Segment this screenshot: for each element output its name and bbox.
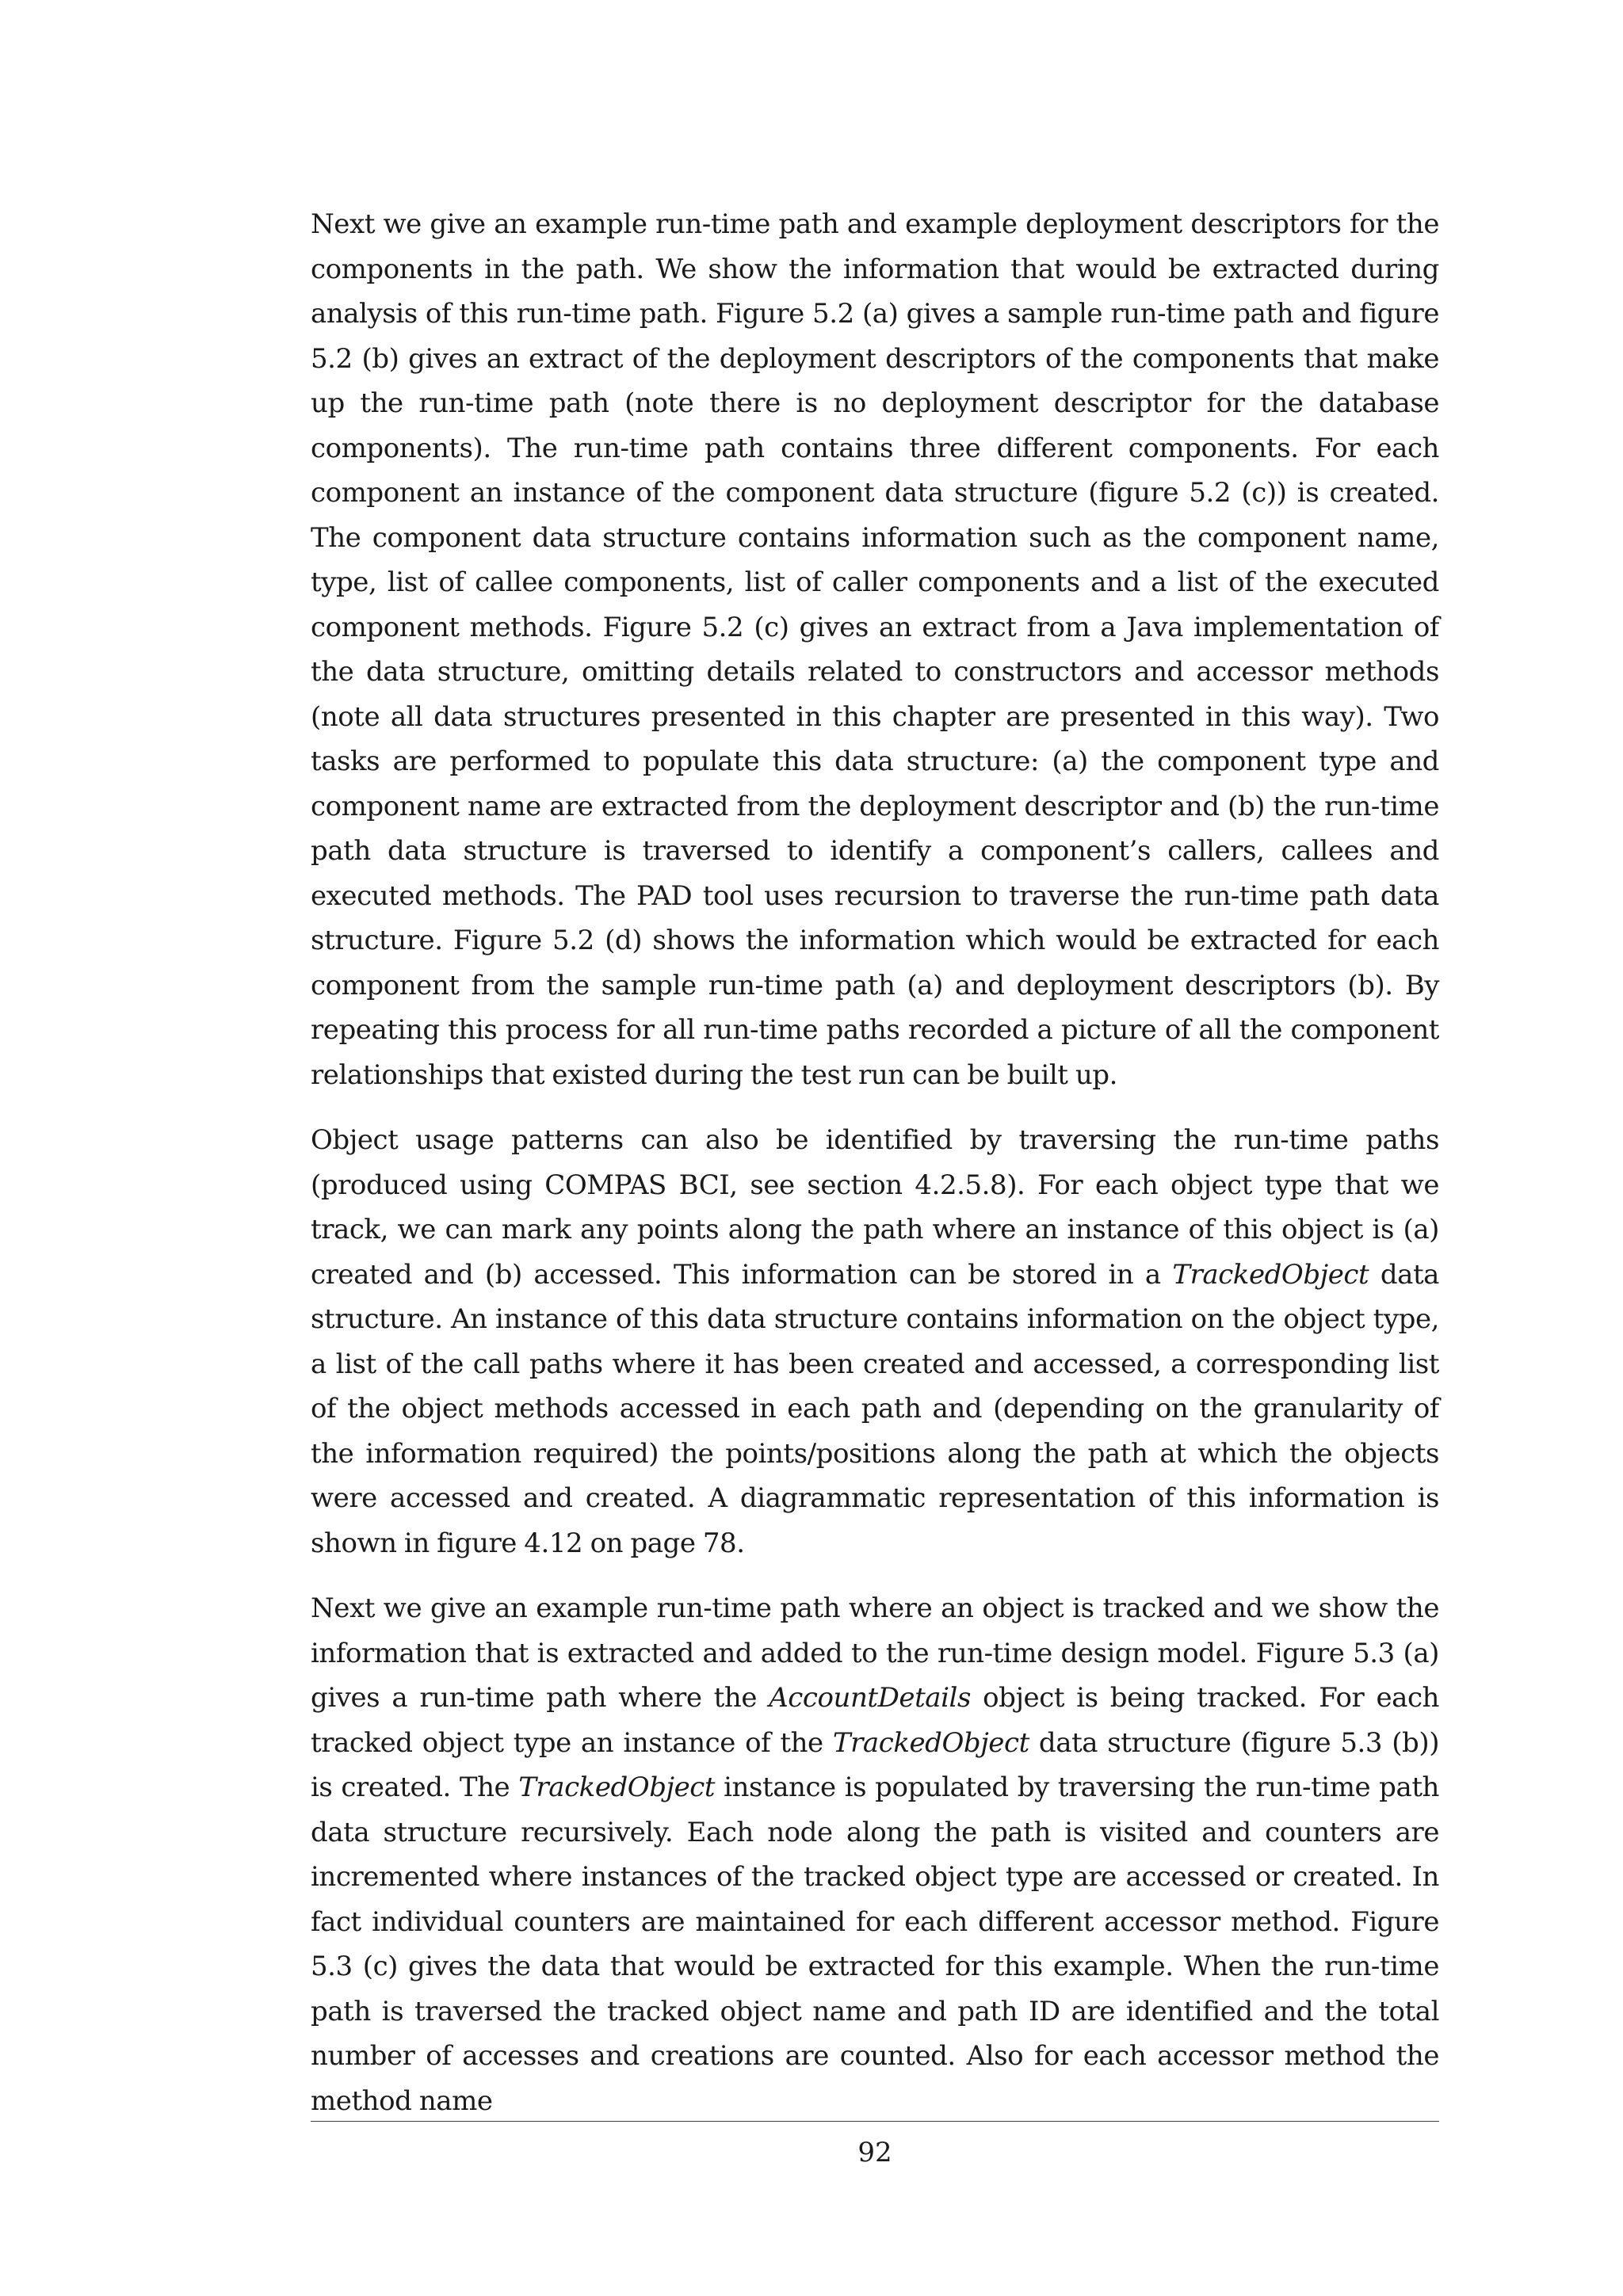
italic-term: TrackedObject <box>1172 1258 1369 1291</box>
text-run: object is being tracked. For each tracked object type an instance of the <box>311 1682 1440 1759</box>
body-text <box>311 202 1439 2144</box>
paragraph-object-usage <box>311 1118 1439 1566</box>
italic-term: TrackedObject <box>832 1726 1029 1759</box>
text-run: Next we give an example run-time path where an object is tracked and we show the information that is extracted and added to the run-time design model. Figure 5.3 (a) gives a run-time path where the <box>311 1592 1439 1714</box>
text-run: instance is populated by traversing the run-time path data structure recursively. Each node along the path is visited and counters are incremented where instances of the tracked object type are accessed or created. In fact individual counters are maintained for each different accessor method. Figure 5.3 (c) gives the data that would be extracted for this example. When the run-time path is traversed the tracked object name and path ID are identified and the total number of accesses and creations are counted. Also for each accessor method the method name <box>311 1772 1439 2117</box>
text-run: data structure (figure 5.3 (b)) is created. The <box>311 1726 1440 1803</box>
italic-term: TrackedObject <box>518 1772 716 1803</box>
text-run: Object usage patterns can also be identified by traversing the run-time paths (produced using COMPAS BCI, see section 4.2.5.8). For each object type that we track, we can mark any points along the path where an instance of this object is (a) created and (b) accessed. This information can be stored in a <box>311 1124 1439 1291</box>
text-run: Next we give an example run-time path and example deployment descriptors for the components in the path. We show the information that would be extracted during analysis of this run-time path. Figure 5.2 (a) gives a sample run-time path and figure 5.2 (b) gives an extract of the deployment descriptors of the components that make up the run-time path (note there is no deployment descriptor for the database components). The run-time path contains three different components. For each component an instance of the component data structure (figure 5.2 (c)) is created. The component data structure contains information such as the component name, type, list of callee components, list of caller components and a list of the executed component methods. Figure 5.2 (c) gives an extract from a Java implementation of the data structure, omitting details related to constructors and accessor methods (note all data structures presented in this chapter are presented in this way). Two tasks are performed to populate this data structure: (a) the component type and component name are extracted from the deployment descriptor and (b) the run-time path data structure is traversed to identify a component’s callers, callees and executed methods. The PAD tool uses recursion to traverse the run-time path data structure. Figure 5.2 (d) shows the information which would be extracted for each component from the sample run-time path (a) and deployment descriptors (b). By repeating this process for all run-time paths recorded a picture of all the component relationships that existed during the test run can be built up. <box>311 208 1439 1091</box>
paragraph-tracked-object-example <box>311 1586 1439 2123</box>
paragraph-component-analysis <box>311 202 1439 1097</box>
text-run: data structure. An instance of this data structure contains information on the object type, a list of the call paths where it has been created and accessed, a corresponding list of the object methods accessed in each path and (depending on the granularity of the information required) the points/positions along the path at which the objects were accessed and created. A diagrammatic representation of this information is shown in figure 4.12 on page 78. <box>311 1258 1439 1559</box>
page-number: 92 <box>857 2137 892 2168</box>
footer-rule <box>311 2121 1439 2122</box>
italic-term: AccountDetails <box>769 1682 971 1714</box>
